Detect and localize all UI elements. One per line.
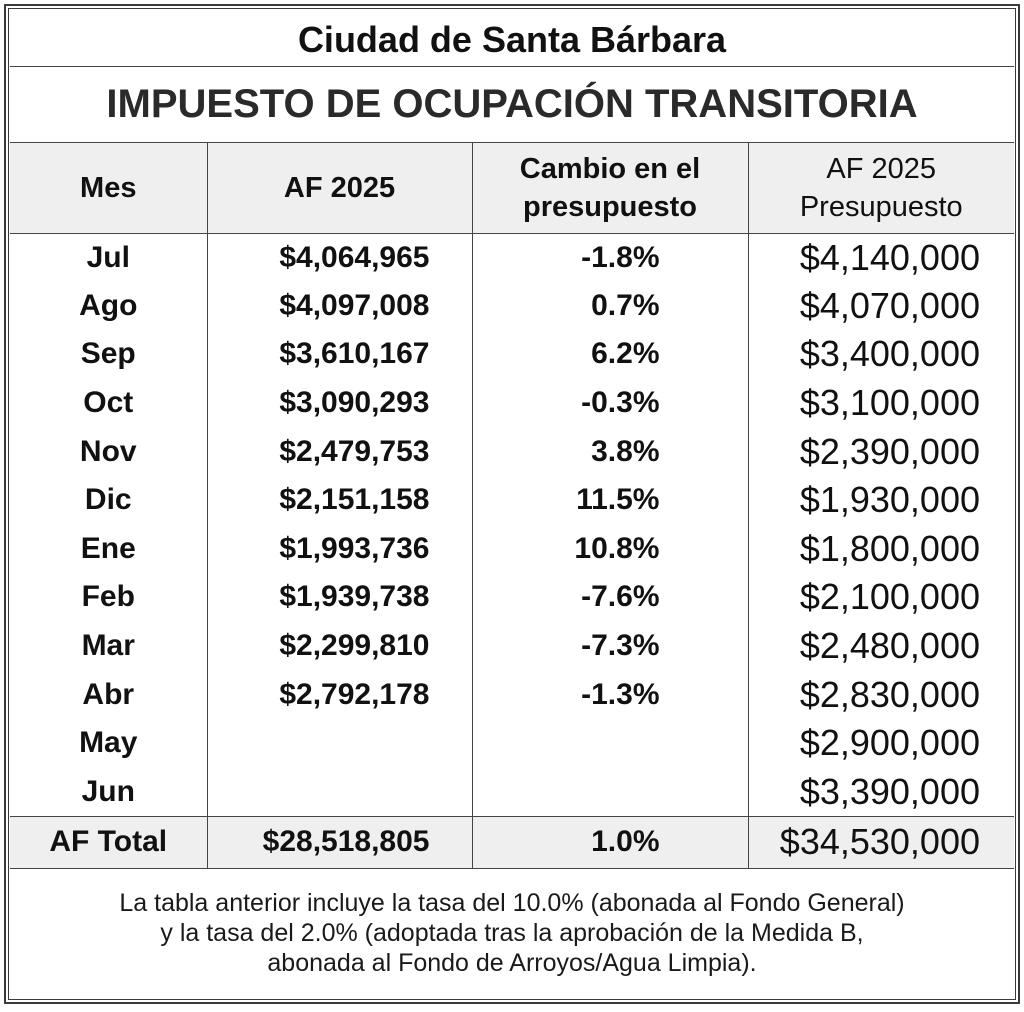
total-budget-change: 1.0%	[472, 816, 748, 868]
fy-2025-budget-cell: $2,100,000	[748, 573, 1014, 622]
budget-change-cell: -1.3%	[472, 670, 748, 719]
fy-2025-cell: $3,090,293	[207, 379, 472, 428]
fy-2025-budget-cell: $3,390,000	[748, 768, 1014, 817]
total-label: AF Total	[10, 816, 207, 868]
budget-change-cell: 0.7%	[472, 282, 748, 331]
fy-2025-budget-cell: $1,800,000	[748, 525, 1014, 574]
budget-change-cell: 11.5%	[472, 476, 748, 525]
fy-2025-budget-cell: $3,400,000	[748, 330, 1014, 379]
fy-2025-cell: $1,939,738	[207, 573, 472, 622]
month-cell: Oct	[83, 386, 134, 420]
month-cell: Abr	[82, 677, 135, 711]
total-row	[10, 816, 1014, 868]
fy-2025-budget-cell: $4,070,000	[748, 282, 1014, 331]
footnote-line: La tabla anterior incluye la tasa del 10.0% (abonada al Fondo General)	[119, 889, 905, 917]
budget-change-cell: 6.2%	[472, 330, 748, 379]
table-row	[10, 379, 1014, 428]
table-body	[10, 233, 1014, 868]
budget-change-cell: -0.3%	[472, 379, 748, 428]
fy-2025-cell: $3,610,167	[207, 330, 472, 379]
month-cell: Feb	[81, 580, 135, 614]
fy-2025-cell: $2,792,178	[207, 670, 472, 719]
table-row	[10, 330, 1014, 379]
fy-2025-budget-cell: $3,100,000	[748, 379, 1014, 428]
table-row	[10, 622, 1014, 671]
fy-2025-budget-cell: $2,480,000	[748, 622, 1014, 671]
total-fy-2025-budget: $34,530,000	[748, 816, 1014, 868]
footnote-line: y la tasa del 2.0% (adoptada tras la aprobación de la Medida B,	[160, 919, 864, 947]
budget-change-cell: -7.3%	[472, 622, 748, 671]
column-header-budget: AF 2025 Presupuesto	[748, 143, 1014, 233]
fy-2025-cell: $4,064,965	[207, 233, 472, 282]
table-row	[10, 768, 1014, 817]
month-cell: Dic	[84, 483, 132, 517]
budget-change-cell: -1.8%	[472, 233, 748, 282]
budget-change-cell: -7.6%	[472, 573, 748, 622]
table-row	[10, 719, 1014, 768]
city-heading: Ciudad de Santa Bárbara	[10, 14, 1014, 67]
fy-2025-cell	[207, 768, 472, 817]
table-header-row	[10, 143, 1014, 233]
table-row	[10, 282, 1014, 331]
fy-2025-budget-cell: $2,900,000	[748, 719, 1014, 768]
month-cell: Jun	[81, 774, 135, 808]
column-header-change: Cambio en el presupuesto	[472, 143, 748, 233]
fy-2025-cell: $1,993,736	[207, 525, 472, 574]
report-title: IMPUESTO DE OCUPACIÓN TRANSITORIA	[10, 66, 1014, 143]
month-cell: Nov	[79, 434, 137, 468]
budget-change-cell: 10.8%	[472, 525, 748, 574]
fy-2025-budget-cell: $2,390,000	[748, 427, 1014, 476]
footnote	[10, 888, 1014, 978]
fy-2025-cell	[207, 719, 472, 768]
fy-2025-budget-cell: $1,930,000	[748, 476, 1014, 525]
fy-2025-cell: $2,151,158	[207, 476, 472, 525]
table-row	[10, 476, 1014, 525]
budget-change-cell	[472, 719, 748, 768]
fy-2025-cell: $4,097,008	[207, 282, 472, 331]
fy-2025-cell: $2,299,810	[207, 622, 472, 671]
month-cell: Jul	[86, 240, 130, 274]
fy-2025-budget-cell: $4,140,000	[748, 233, 1014, 282]
table-row	[10, 573, 1014, 622]
table-row	[10, 427, 1014, 476]
column-header-fy: AF 2025	[207, 143, 472, 233]
total-fy-2025: $28,518,805	[207, 816, 472, 868]
budget-change-cell: 3.8%	[472, 427, 748, 476]
month-cell: Mar	[81, 629, 135, 663]
month-cell: May	[79, 726, 138, 760]
tax-table	[10, 143, 1014, 869]
footnote-line: abonada al Fondo de Arroyos/Agua Limpia).	[267, 949, 757, 977]
table-row	[10, 670, 1014, 719]
month-cell: Ene	[80, 531, 136, 565]
month-cell: Sep	[80, 337, 136, 371]
fy-2025-budget-cell: $2,830,000	[748, 670, 1014, 719]
fy-2025-cell: $2,479,753	[207, 427, 472, 476]
month-cell: Ago	[79, 288, 138, 322]
budget-change-cell	[472, 768, 748, 817]
column-header-month: Mes	[10, 143, 207, 233]
table-row	[10, 525, 1014, 574]
table-row	[10, 233, 1014, 282]
